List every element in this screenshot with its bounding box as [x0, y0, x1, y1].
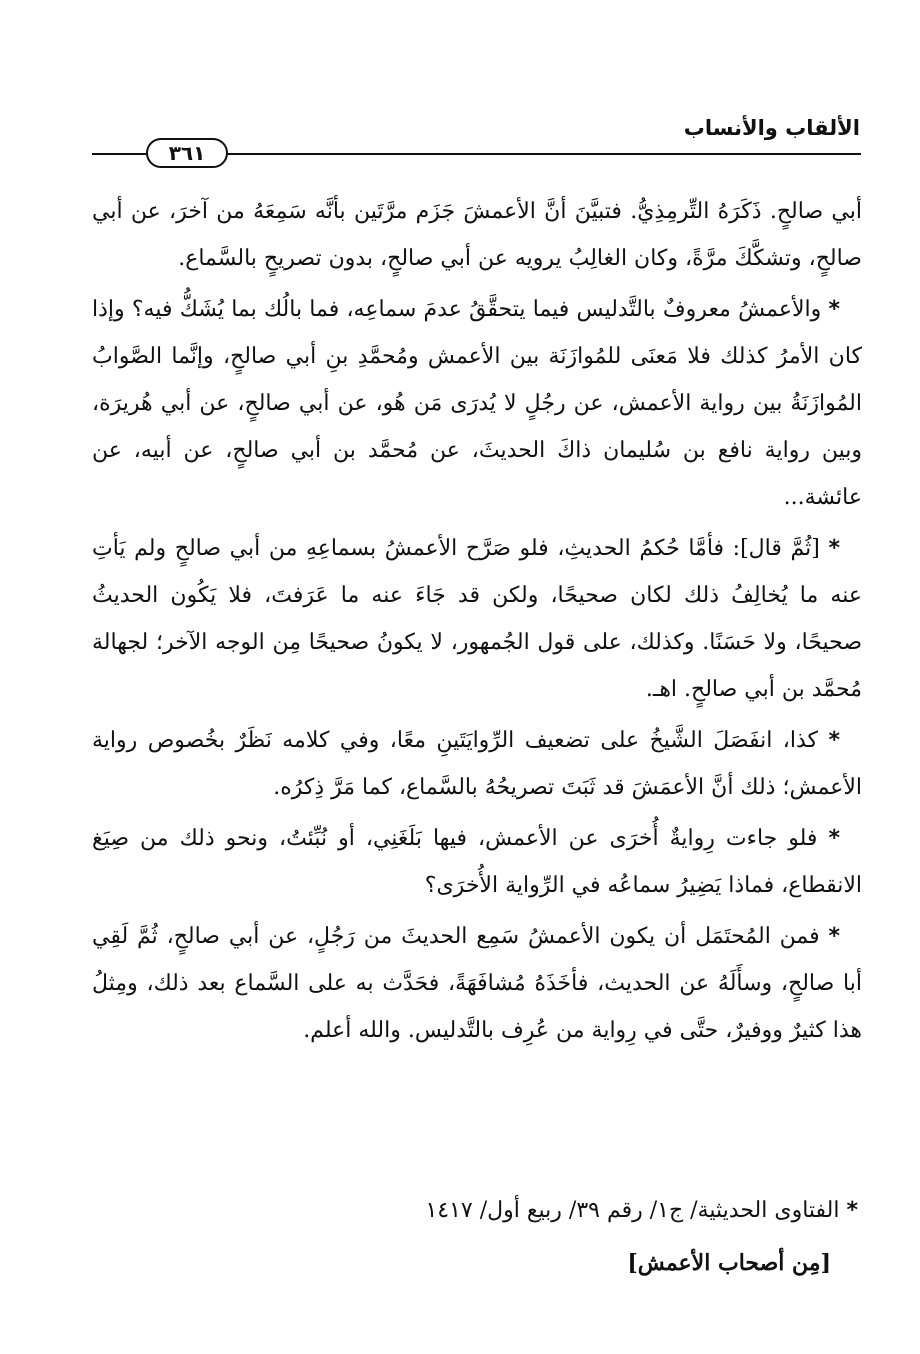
source-citation	[425, 1198, 858, 1223]
star-bullet-icon: *	[828, 826, 840, 851]
paragraph	[92, 286, 862, 521]
running-title: الألقاب والأنساب	[683, 116, 860, 140]
citation-text: الفتاوى الحديثية/ ج١/ رقم ٣٩/ ربيع أول/ ١٤١٧	[425, 1198, 840, 1223]
star-bullet-icon: *	[828, 536, 840, 561]
paragraph-text: كذا، انفَصَلَ الشَّيخُ على تضعيف الرِّوايَتَينِ معًا، وفي كلامه نَظَرٌ بخُصوص رواية الأعمش؛ ذلك أنَّ الأعمَشَ قد ثَبَتَ تصريحُهُ بالسَّماع، كما مَرَّ ذِكرُه.	[92, 728, 862, 800]
star-bullet-icon: *	[828, 924, 840, 949]
star-bullet-icon: *	[828, 728, 840, 753]
star-bullet-icon: *	[846, 1198, 858, 1223]
paragraph-text: [ثُمَّ قال]: فأمَّا حُكمُ الحديثِ، فلو صَرَّح الأعمشُ بسماعِهِ من أبي صالحٍ ولم يَأتِ عنه ما يُخالِفُ ذلك لكان صحيحًا، ولكن قد جَاءَ عنه ما عَرَفتَ، فلا يَكُون الحديثُ صحيحًا، ولا حَسَنًا. وكذلك، على قول الجُمهور، لا يكونُ صحيحًا مِن الوجه الآخر؛ لجهالة مُحمَّد بن أبي صالحٍ. اهـ.	[92, 536, 862, 702]
paragraph	[92, 913, 862, 1054]
paragraph	[92, 815, 862, 909]
section-tag: [مِن أصحاب الأعمش]	[627, 1250, 831, 1276]
page-number: ٣٦١	[146, 138, 228, 168]
paragraph	[92, 717, 862, 811]
paragraph	[92, 525, 862, 713]
paragraph-text: فمن المُحتَمَل أن يكون الأعمشُ سَمِع الحديثَ من رَجُلٍ، عن أبي صالحٍ، ثُمَّ لَقِي أبا صالحٍ، وسأَلَهُ عن الحديث، فأخَذَهُ مُشافَهَةً، فحَدَّث به على السَّماع بعد ذلك، ومِثلُ هذا كثيرٌ ووفيرٌ، حتَّى في رِواية من عُرِف بالتَّدليس. والله أعلم.	[92, 924, 862, 1043]
paragraph-text: أبي صالحٍ. ذَكَرَهُ التِّرمِذِيُّ. فتبيَّنَ أنَّ الأعمشَ جَزَم مرَّتَين بأنَّه سَمِعَهُ من آخرَ، عن أبي صالحٍ، وتشكَّكَ مرَّةً، وكان الغالِبُ يرويه عن أبي صالحٍ، بدون تصريحٍ بالسَّماع.	[92, 199, 862, 271]
paragraph	[92, 188, 862, 282]
body-text	[92, 188, 862, 1058]
paragraph-text: والأعمشُ معروفٌ بالتَّدليس فيما يتحقَّقُ عدمَ سماعِه، فما بالُك بما يُشَكُّ فيه؟ وإذا كان الأمرُ كذلك فلا مَعنَى للمُوازَنَة بين الأعمش ومُحمَّدِ بنِ أبي صالحٍ، وإنَّما الصَّوابُ المُوازَنَةُ بين رواية الأعمش، عن رجُلٍ لا يُدرَى مَن هُو، عن أبي صالحٍ، عن أبي هُريرَة، وبين رواية نافع بن سُليمان ذاكَ الحديثَ، عن مُحمَّد بن أبي صالحٍ، عن أبيه، عن عائشة...	[92, 297, 862, 510]
star-bullet-icon: *	[828, 297, 840, 322]
paragraph-text: فلو جاءت رِوايةٌ أُخرَى عن الأعمش، فيها بَلَغَنِي، أو نُبِّئتُ، ونحو ذلك من صِيَغ الانقطاع، فماذا يَضِيرُ سماعُه في الرِّواية الأُخرَى؟	[92, 826, 862, 898]
